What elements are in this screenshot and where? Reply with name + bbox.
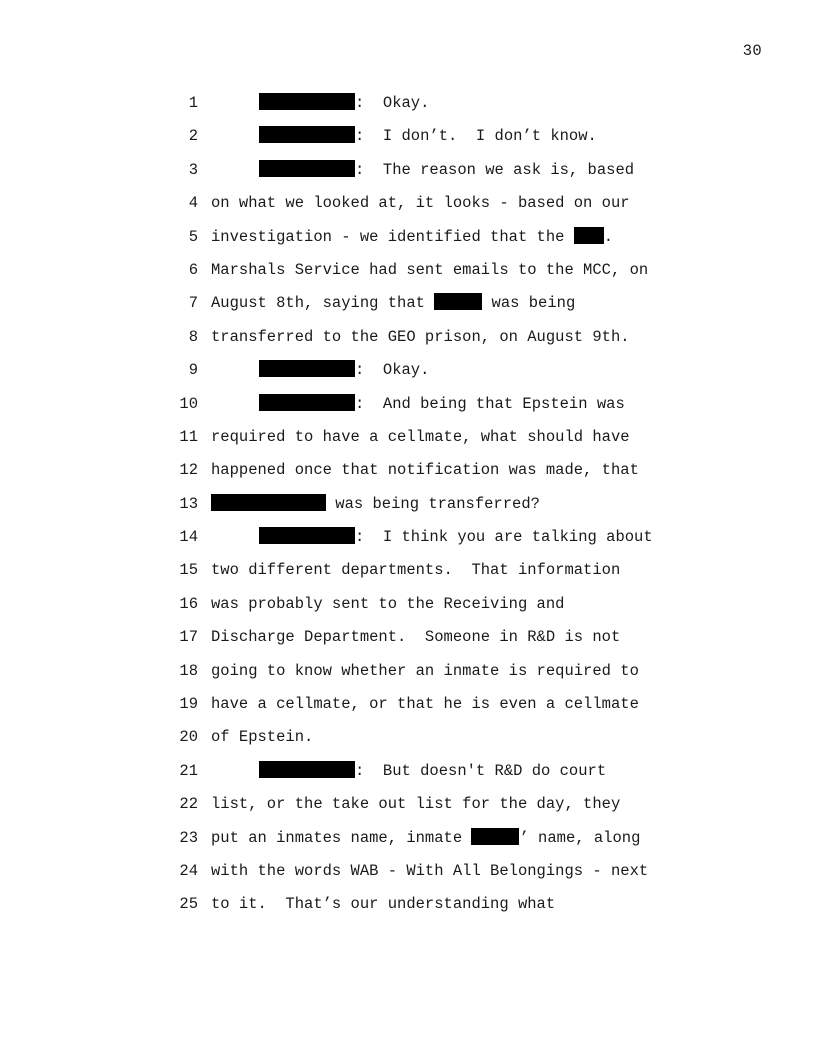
- transcript-body: [0, 93, 816, 928]
- line-number: 20: [179, 728, 198, 747]
- line-text: was being transferred?: [211, 494, 540, 514]
- line-number: 22: [179, 795, 198, 814]
- line-number: 13: [179, 494, 198, 513]
- line-text: Discharge Department. Someone in R&D is not: [211, 628, 621, 647]
- line-number: 2: [188, 127, 198, 146]
- line-number: 4: [188, 194, 198, 213]
- transcript-line: [0, 427, 816, 460]
- line-number: 19: [179, 695, 198, 714]
- redacted-speaker-name: [259, 360, 355, 377]
- line-text: on what we looked at, it looks - based on our: [211, 194, 630, 213]
- line-number: 14: [179, 528, 198, 547]
- line-number: 10: [179, 394, 198, 413]
- line-number: 3: [188, 160, 198, 179]
- transcript-line: [0, 894, 816, 927]
- redacted-speaker-name: [259, 160, 355, 177]
- line-text: transferred to the GEO prison, on August 9th.: [211, 327, 630, 346]
- redaction-block: [211, 494, 326, 511]
- line-text: was probably sent to the Receiving and: [211, 594, 565, 613]
- line-text: with the words WAB - With All Belongings - next: [211, 861, 649, 880]
- transcript-line: [0, 794, 816, 827]
- transcript-line: [0, 861, 816, 894]
- line-text: have a cellmate, or that he is even a cellmate: [211, 695, 639, 714]
- transcript-line: [0, 761, 816, 794]
- line-text: : But doesn't R&D do court: [259, 761, 606, 781]
- transcript-line: [0, 694, 816, 727]
- line-text: : I don’t. I don’t know.: [259, 126, 597, 146]
- transcript-line: [0, 828, 816, 861]
- line-number: 16: [179, 594, 198, 613]
- line-text: happened once that notification was made, that: [211, 461, 639, 480]
- line-text: : The reason we ask is, based: [259, 160, 634, 180]
- page-number: 30: [742, 42, 762, 60]
- transcript-line: [0, 360, 816, 393]
- line-text: : I think you are talking about: [259, 527, 653, 547]
- transcript-line: [0, 594, 816, 627]
- transcript-line: [0, 260, 816, 293]
- transcript-line: [0, 160, 816, 193]
- line-number: 25: [179, 895, 198, 914]
- line-text: list, or the take out list for the day, they: [211, 795, 621, 814]
- transcript-line: [0, 293, 816, 326]
- line-text: : Okay.: [259, 360, 429, 380]
- line-text: required to have a cellmate, what should have: [211, 427, 630, 446]
- line-number: 18: [179, 661, 198, 680]
- line-number: 9: [188, 361, 198, 380]
- transcript-line: [0, 627, 816, 660]
- redacted-speaker-name: [259, 93, 355, 110]
- line-number: 6: [188, 260, 198, 279]
- transcript-line: [0, 460, 816, 493]
- line-text: two different departments. That information: [211, 561, 621, 580]
- line-number: 11: [179, 427, 198, 446]
- line-text: : Okay.: [259, 93, 429, 113]
- line-number: 21: [179, 761, 198, 780]
- redaction-block: [471, 828, 519, 845]
- redacted-speaker-name: [259, 761, 355, 778]
- redacted-speaker-name: [259, 126, 355, 143]
- transcript-line: [0, 193, 816, 226]
- transcript-line: [0, 93, 816, 126]
- redacted-speaker-name: [259, 394, 355, 411]
- transcript-line: [0, 394, 816, 427]
- line-number: 7: [188, 294, 198, 313]
- line-text: going to know whether an inmate is required to: [211, 661, 639, 680]
- line-text: to it. That’s our understanding what: [211, 895, 556, 914]
- line-number: 5: [188, 227, 198, 246]
- line-text: investigation - we identified that the .: [211, 227, 614, 246]
- line-number: 23: [179, 828, 198, 847]
- transcript-line: [0, 727, 816, 760]
- line-number: 24: [179, 861, 198, 880]
- transcript-line: [0, 126, 816, 159]
- line-text: : And being that Epstein was: [259, 394, 625, 414]
- redaction-block: [574, 227, 604, 244]
- transcript-line: [0, 527, 816, 560]
- transcript-line: [0, 494, 816, 527]
- line-number: 8: [188, 327, 198, 346]
- redaction-block: [434, 293, 482, 310]
- transcript-line: [0, 227, 816, 260]
- line-number: 15: [179, 561, 198, 580]
- line-text: of Epstein.: [211, 728, 314, 747]
- line-number: 1: [188, 94, 198, 112]
- line-text: August 8th, saying that was being: [211, 294, 576, 313]
- line-text: Marshals Service had sent emails to the MCC, on: [211, 260, 649, 279]
- transcript-line: [0, 327, 816, 360]
- redacted-speaker-name: [259, 527, 355, 544]
- line-number: 17: [179, 628, 198, 647]
- line-text: put an inmates name, inmate ’ name, along: [211, 828, 641, 847]
- transcript-line: [0, 560, 816, 593]
- line-number: 12: [179, 461, 198, 480]
- transcript-line: [0, 661, 816, 694]
